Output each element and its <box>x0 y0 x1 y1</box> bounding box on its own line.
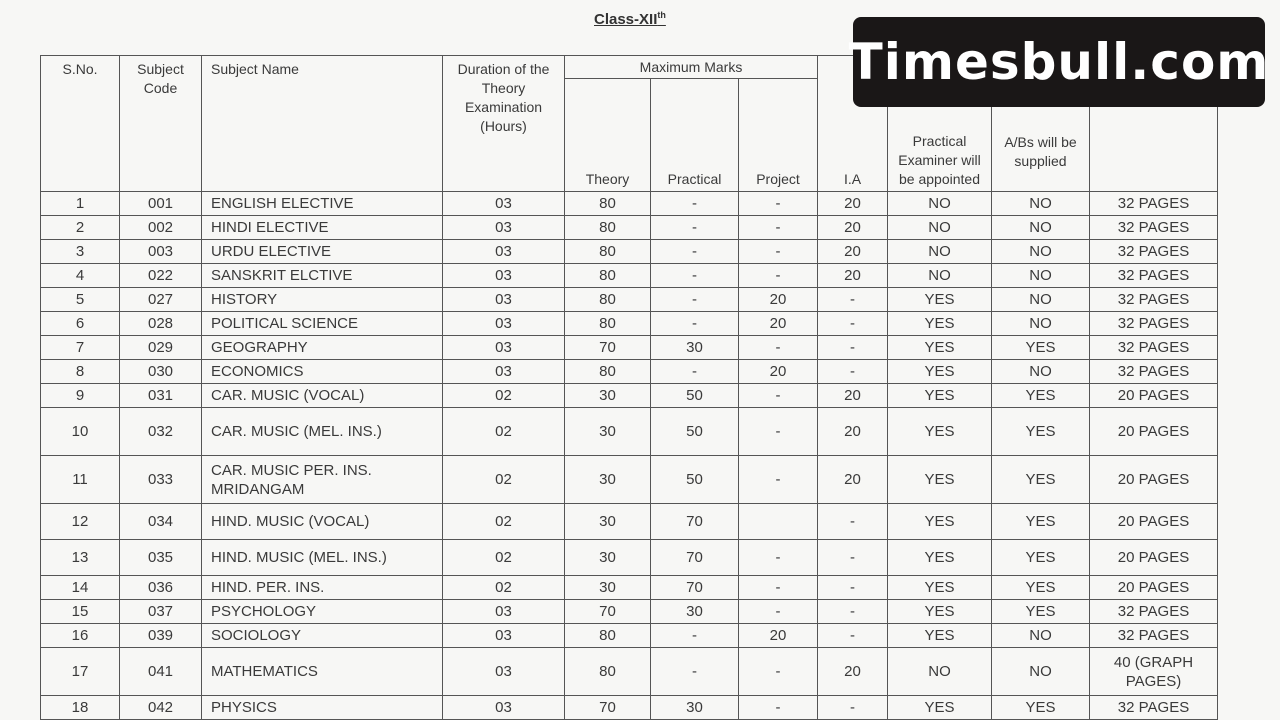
cell-abs: NO <box>992 624 1090 648</box>
cell-pages: 32 PAGES <box>1090 336 1218 360</box>
cell-theory: 80 <box>565 312 651 336</box>
cell-ia: - <box>818 312 888 336</box>
cell-ia: - <box>818 360 888 384</box>
cell-name: SANSKRIT ELCTIVE <box>202 264 443 288</box>
cell-code: 022 <box>120 264 202 288</box>
cell-ia: - <box>818 696 888 720</box>
cell-practical: 30 <box>651 600 739 624</box>
table-row <box>41 216 1218 240</box>
cell-name: URDU ELECTIVE <box>202 240 443 264</box>
cell-code: 002 <box>120 216 202 240</box>
cell-sno: 18 <box>41 696 120 720</box>
cell-duration: 02 <box>443 384 565 408</box>
cell-name: HINDI ELECTIVE <box>202 216 443 240</box>
cell-ia: 20 <box>818 384 888 408</box>
cell-practical: - <box>651 264 739 288</box>
cell-examiner: YES <box>888 360 992 384</box>
cell-pages: 20 PAGES <box>1090 384 1218 408</box>
cell-sno: 3 <box>41 240 120 264</box>
cell-code: 001 <box>120 192 202 216</box>
cell-sno: 13 <box>41 540 120 576</box>
cell-examiner: YES <box>888 288 992 312</box>
cell-examiner: YES <box>888 312 992 336</box>
cell-sno: 1 <box>41 192 120 216</box>
cell-name: CAR. MUSIC (VOCAL) <box>202 384 443 408</box>
cell-theory: 80 <box>565 192 651 216</box>
cell-duration: 02 <box>443 408 565 456</box>
cell-duration: 03 <box>443 312 565 336</box>
cell-theory: 70 <box>565 696 651 720</box>
cell-abs: NO <box>992 360 1090 384</box>
cell-sno: 16 <box>41 624 120 648</box>
cell-pages: 32 PAGES <box>1090 624 1218 648</box>
cell-project: 20 <box>739 288 818 312</box>
cell-ia: - <box>818 600 888 624</box>
cell-sno: 5 <box>41 288 120 312</box>
cell-theory: 80 <box>565 360 651 384</box>
cell-theory: 30 <box>565 384 651 408</box>
cell-code: 039 <box>120 624 202 648</box>
watermark-logo <box>848 17 1270 107</box>
cell-practical: 30 <box>651 696 739 720</box>
cell-abs: NO <box>992 312 1090 336</box>
cell-examiner: YES <box>888 624 992 648</box>
cell-sno: 12 <box>41 504 120 540</box>
cell-pages: 32 PAGES <box>1090 264 1218 288</box>
header-project: Project <box>739 79 818 192</box>
header-duration: Duration of the Theory Examination (Hours) <box>443 56 565 192</box>
cell-theory: 80 <box>565 288 651 312</box>
cell-pages: 20 PAGES <box>1090 540 1218 576</box>
cell-project: - <box>739 576 818 600</box>
cell-sno: 15 <box>41 600 120 624</box>
cell-code: 003 <box>120 240 202 264</box>
cell-duration: 03 <box>443 624 565 648</box>
cell-abs: YES <box>992 504 1090 540</box>
table-row <box>41 408 1218 456</box>
cell-code: 031 <box>120 384 202 408</box>
table-row <box>41 264 1218 288</box>
cell-examiner: NO <box>888 192 992 216</box>
cell-name: ENGLISH ELECTIVE <box>202 192 443 216</box>
cell-abs: NO <box>992 192 1090 216</box>
cell-duration: 02 <box>443 540 565 576</box>
cell-ia: - <box>818 288 888 312</box>
cell-code: 041 <box>120 648 202 696</box>
cell-ia: - <box>818 540 888 576</box>
table-row <box>41 288 1218 312</box>
cell-practical: - <box>651 288 739 312</box>
cell-project: - <box>739 240 818 264</box>
cell-project: - <box>739 384 818 408</box>
cell-ia: 20 <box>818 408 888 456</box>
cell-ia: 20 <box>818 264 888 288</box>
cell-sno: 7 <box>41 336 120 360</box>
table-row <box>41 540 1218 576</box>
cell-sno: 17 <box>41 648 120 696</box>
page-title: Class-XIIth <box>594 10 666 28</box>
cell-duration: 03 <box>443 288 565 312</box>
cell-ia: 20 <box>818 240 888 264</box>
cell-name: CAR. MUSIC PER. INS. MRIDANGAM <box>202 456 443 504</box>
cell-code: 036 <box>120 576 202 600</box>
cell-name: HIND. MUSIC (VOCAL) <box>202 504 443 540</box>
cell-examiner: YES <box>888 696 992 720</box>
cell-duration: 03 <box>443 192 565 216</box>
cell-sno: 11 <box>41 456 120 504</box>
cell-duration: 03 <box>443 264 565 288</box>
cell-code: 030 <box>120 360 202 384</box>
table-row <box>41 576 1218 600</box>
table-row <box>41 696 1218 720</box>
cell-project: - <box>739 648 818 696</box>
cell-code: 042 <box>120 696 202 720</box>
cell-sno: 6 <box>41 312 120 336</box>
cell-practical: 50 <box>651 456 739 504</box>
cell-practical: 70 <box>651 576 739 600</box>
cell-theory: 30 <box>565 576 651 600</box>
cell-abs: YES <box>992 600 1090 624</box>
cell-practical: - <box>651 312 739 336</box>
cell-sno: 9 <box>41 384 120 408</box>
cell-theory: 30 <box>565 504 651 540</box>
cell-abs: NO <box>992 288 1090 312</box>
cell-pages: 32 PAGES <box>1090 192 1218 216</box>
cell-ia: 20 <box>818 456 888 504</box>
cell-examiner: NO <box>888 216 992 240</box>
cell-pages: 32 PAGES <box>1090 216 1218 240</box>
table-row <box>41 648 1218 696</box>
cell-pages: 20 PAGES <box>1090 576 1218 600</box>
cell-practical: 70 <box>651 540 739 576</box>
cell-theory: 80 <box>565 216 651 240</box>
cell-pages: 32 PAGES <box>1090 360 1218 384</box>
cell-sno: 2 <box>41 216 120 240</box>
cell-duration: 02 <box>443 456 565 504</box>
cell-theory: 80 <box>565 624 651 648</box>
cell-ia: - <box>818 504 888 540</box>
header-practical-examiner: Practical Examiner will be appointed <box>888 56 992 192</box>
cell-project: 20 <box>739 312 818 336</box>
cell-abs: YES <box>992 336 1090 360</box>
table-row <box>41 312 1218 336</box>
cell-sno: 14 <box>41 576 120 600</box>
cell-abs: NO <box>992 648 1090 696</box>
cell-name: POLITICAL SCIENCE <box>202 312 443 336</box>
cell-name: GEOGRAPHY <box>202 336 443 360</box>
cell-name: MATHEMATICS <box>202 648 443 696</box>
cell-theory: 80 <box>565 240 651 264</box>
cell-examiner: YES <box>888 504 992 540</box>
cell-duration: 03 <box>443 600 565 624</box>
table-row <box>41 504 1218 540</box>
cell-name: HISTORY <box>202 288 443 312</box>
cell-name: PSYCHOLOGY <box>202 600 443 624</box>
cell-name: HIND. PER. INS. <box>202 576 443 600</box>
cell-examiner: YES <box>888 384 992 408</box>
cell-theory: 80 <box>565 264 651 288</box>
cell-project: - <box>739 216 818 240</box>
cell-pages: 32 PAGES <box>1090 288 1218 312</box>
cell-examiner: YES <box>888 456 992 504</box>
cell-project <box>739 504 818 540</box>
cell-abs: NO <box>992 216 1090 240</box>
cell-theory: 70 <box>565 600 651 624</box>
cell-ia: - <box>818 624 888 648</box>
cell-examiner: YES <box>888 408 992 456</box>
cell-abs: NO <box>992 240 1090 264</box>
cell-abs: YES <box>992 696 1090 720</box>
cell-theory: 30 <box>565 540 651 576</box>
cell-sno: 10 <box>41 408 120 456</box>
cell-pages: 32 PAGES <box>1090 312 1218 336</box>
cell-name: ECONOMICS <box>202 360 443 384</box>
cell-pages: 20 PAGES <box>1090 504 1218 540</box>
cell-theory: 30 <box>565 456 651 504</box>
cell-project: - <box>739 336 818 360</box>
cell-theory: 30 <box>565 408 651 456</box>
cell-abs: NO <box>992 264 1090 288</box>
cell-project: 20 <box>739 360 818 384</box>
cell-project: - <box>739 456 818 504</box>
watermark-text: Timesbull.com <box>848 33 1270 91</box>
cell-pages: 32 PAGES <box>1090 240 1218 264</box>
cell-examiner: YES <box>888 576 992 600</box>
cell-duration: 02 <box>443 504 565 540</box>
cell-project: - <box>739 408 818 456</box>
cell-examiner: YES <box>888 336 992 360</box>
header-practical: Practical <box>651 79 739 192</box>
cell-ia: 20 <box>818 192 888 216</box>
cell-duration: 03 <box>443 696 565 720</box>
table-row <box>41 624 1218 648</box>
marks-table <box>40 55 1218 720</box>
cell-code: 033 <box>120 456 202 504</box>
cell-abs: YES <box>992 408 1090 456</box>
cell-code: 035 <box>120 540 202 576</box>
cell-abs: YES <box>992 384 1090 408</box>
cell-pages: 32 PAGES <box>1090 600 1218 624</box>
cell-code: 027 <box>120 288 202 312</box>
table-row <box>41 336 1218 360</box>
cell-project: - <box>739 600 818 624</box>
header-ia: I.A <box>818 56 888 192</box>
cell-practical: - <box>651 240 739 264</box>
cell-practical: 70 <box>651 504 739 540</box>
cell-code: 034 <box>120 504 202 540</box>
cell-practical: - <box>651 360 739 384</box>
cell-sno: 8 <box>41 360 120 384</box>
header-maximum-marks: Maximum Marks <box>565 56 818 79</box>
cell-name: HIND. MUSIC (MEL. INS.) <box>202 540 443 576</box>
cell-pages: 20 PAGES <box>1090 408 1218 456</box>
cell-ia: 20 <box>818 216 888 240</box>
header-sno: S.No. <box>41 56 120 192</box>
cell-project: - <box>739 540 818 576</box>
cell-pages: 20 PAGES <box>1090 456 1218 504</box>
cell-duration: 03 <box>443 360 565 384</box>
cell-duration: 03 <box>443 216 565 240</box>
header-subject-code: Subject Code <box>120 56 202 192</box>
table-row <box>41 360 1218 384</box>
cell-abs: YES <box>992 456 1090 504</box>
cell-duration: 03 <box>443 648 565 696</box>
cell-duration: 02 <box>443 576 565 600</box>
cell-name: PHYSICS <box>202 696 443 720</box>
cell-code: 032 <box>120 408 202 456</box>
table-row <box>41 240 1218 264</box>
cell-code: 029 <box>120 336 202 360</box>
header-subject-name: Subject Name <box>202 56 443 192</box>
cell-code: 028 <box>120 312 202 336</box>
cell-abs: YES <box>992 540 1090 576</box>
table-row <box>41 600 1218 624</box>
cell-duration: 03 <box>443 240 565 264</box>
cell-practical: 50 <box>651 408 739 456</box>
cell-abs: YES <box>992 576 1090 600</box>
cell-practical: - <box>651 624 739 648</box>
cell-project: 20 <box>739 624 818 648</box>
cell-project: - <box>739 264 818 288</box>
cell-pages: 32 PAGES <box>1090 696 1218 720</box>
cell-examiner: YES <box>888 540 992 576</box>
cell-sno: 4 <box>41 264 120 288</box>
cell-practical: 30 <box>651 336 739 360</box>
table-row <box>41 456 1218 504</box>
cell-examiner: NO <box>888 648 992 696</box>
cell-ia: 20 <box>818 648 888 696</box>
cell-code: 037 <box>120 600 202 624</box>
cell-theory: 80 <box>565 648 651 696</box>
header-answer-books: A/Bs will be supplied <box>992 56 1090 192</box>
cell-name: CAR. MUSIC (MEL. INS.) <box>202 408 443 456</box>
cell-practical: - <box>651 192 739 216</box>
cell-project: - <box>739 696 818 720</box>
cell-practical: - <box>651 648 739 696</box>
cell-theory: 70 <box>565 336 651 360</box>
cell-examiner: NO <box>888 240 992 264</box>
cell-project: - <box>739 192 818 216</box>
cell-practical: 50 <box>651 384 739 408</box>
table-row <box>41 192 1218 216</box>
cell-practical: - <box>651 216 739 240</box>
cell-examiner: YES <box>888 600 992 624</box>
header-theory: Theory <box>565 79 651 192</box>
cell-examiner: NO <box>888 264 992 288</box>
table-row <box>41 384 1218 408</box>
cell-ia: - <box>818 336 888 360</box>
cell-ia: - <box>818 576 888 600</box>
cell-name: SOCIOLOGY <box>202 624 443 648</box>
cell-duration: 03 <box>443 336 565 360</box>
cell-pages: 40 (GRAPH PAGES) <box>1090 648 1218 696</box>
